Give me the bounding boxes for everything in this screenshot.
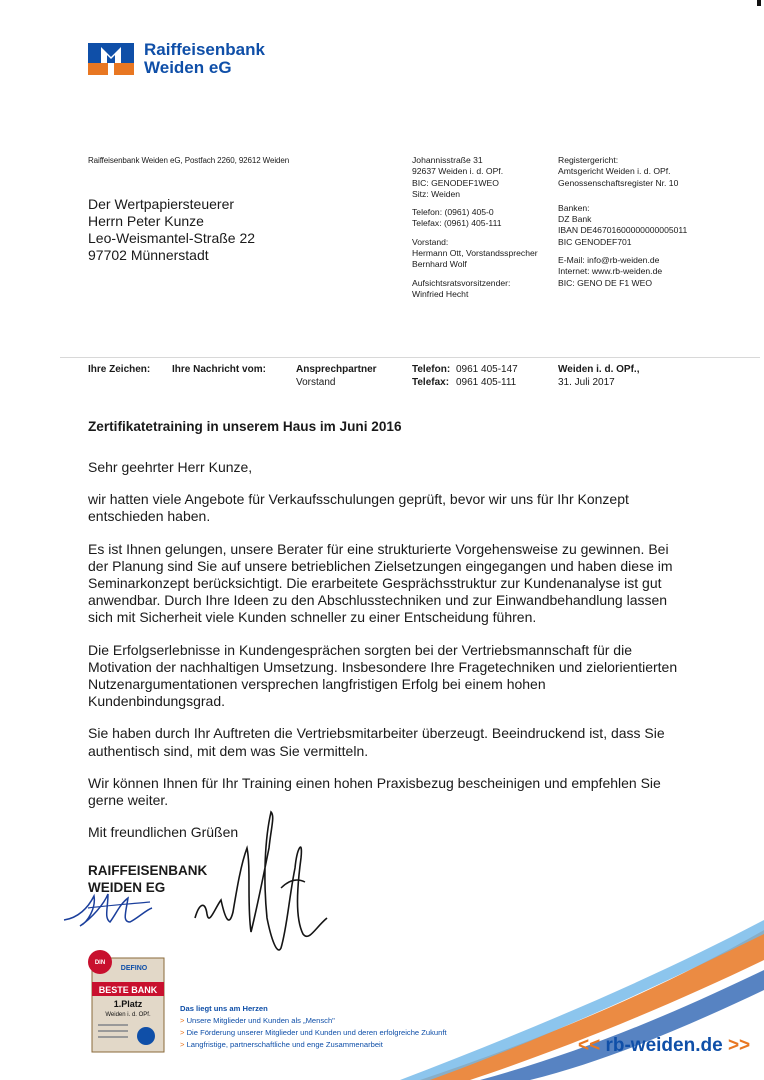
website-link[interactable] bbox=[578, 1035, 750, 1057]
signature-black-icon bbox=[185, 808, 340, 968]
recipient-address bbox=[88, 196, 255, 264]
raiffeisen-logo-icon bbox=[88, 43, 134, 75]
telefon-label: Telefon: bbox=[412, 364, 451, 375]
recipient-line: Herrn Peter Kunze bbox=[88, 213, 204, 229]
company-sign-line: RAIFFEISENBANK bbox=[88, 863, 208, 878]
info-line: IBAN DE46701600000000005011 bbox=[558, 225, 688, 236]
info-line: Banken: bbox=[558, 202, 590, 213]
letter-body bbox=[88, 459, 678, 856]
values-item: Langfristige, partnerschaftliche und enge Zusammenarbeit bbox=[186, 1040, 383, 1049]
info-line: Registergericht: bbox=[558, 155, 619, 165]
badge-title: BESTE BANK bbox=[98, 985, 158, 995]
letter-date-value: 31. Juli 2017 bbox=[558, 376, 615, 388]
ihre-zeichen-label: Ihre Zeichen: bbox=[88, 364, 151, 375]
info-line: Hermann Ott, Vorstandssprecher bbox=[412, 248, 538, 259]
bank-info-column-2 bbox=[558, 155, 738, 289]
letter-place: Weiden i. d. OPf., bbox=[558, 364, 640, 375]
ihre-nachricht-label: Ihre Nachricht vom: bbox=[172, 364, 266, 375]
telefax-label: Telefax: bbox=[412, 376, 450, 388]
info-line: Sitz: Weiden bbox=[412, 188, 461, 199]
sender-address-line: Raiffeisenbank Weiden eG, Postfach 2260, 92612 Weiden bbox=[88, 156, 290, 165]
ansprechpartner-value: Vorstand bbox=[296, 376, 336, 388]
website-text: rb-weiden.de bbox=[605, 1035, 723, 1056]
badge-brand: DEFINO bbox=[120, 965, 148, 972]
ansprechpartner bbox=[296, 364, 377, 389]
info-line: 92637 Weiden i. d. OPf. bbox=[412, 166, 504, 177]
chevron-right-icon: > bbox=[180, 1016, 185, 1025]
info-line: Internet: www.rb-weiden.de bbox=[558, 266, 663, 277]
recipient-line: Leo-Weismantel-Straße 22 bbox=[88, 230, 256, 246]
telefax-value: 0961 405-111 bbox=[456, 376, 517, 388]
chevrons-right-icon: >> bbox=[722, 1035, 751, 1056]
bank-name-line1: Raiffeisenbank bbox=[144, 40, 265, 59]
salutation: Sehr geehrter Herr Kunze, bbox=[88, 459, 253, 475]
signature-blue-icon bbox=[58, 878, 158, 932]
company-sign-line: WEIDEN EG bbox=[88, 880, 166, 895]
beste-bank-award-badge bbox=[88, 950, 166, 1054]
body-paragraph: Sie haben durch Ihr Auftreten die Vertriebsmitarbeiter überzeugt. Beeindruckend ist, dass Sie authentisch sind, mit dem was Sie vermitteln. bbox=[88, 725, 665, 759]
body-paragraph: Wir können Ihnen für Ihr Training einen hohen Praxisbezug bescheinigen und empfehlen Sie gerne weiter. bbox=[88, 774, 661, 809]
values-item: Die Förderung unserer Mitglieder und Kunden und deren erfolgreiche Zukunft bbox=[186, 1028, 447, 1037]
bank-info-column-1 bbox=[412, 155, 557, 300]
recipient-line: Der Wertpapiersteuerer bbox=[88, 196, 235, 212]
info-line: Johannisstraße 31 bbox=[412, 155, 483, 165]
info-line: BIC: GENODEF1WEO bbox=[412, 177, 499, 188]
body-paragraph: Die Erfolgserlebnisse in Kundengesprächen sorgten bei der Vertriebsmannschaft für die Motivation der nachhaltigen Umsetzung. Insbesondere Ihre Fragetechniken und zielorientierten Nutzenargumentationen versprechen langfristigen Erfolg bei einem hohen Kundenbindungsgrad. bbox=[88, 641, 678, 710]
info-line: E-Mail: info@rb-weiden.de bbox=[558, 255, 660, 266]
info-line: Amtsgericht Weiden i. d. OPf. bbox=[558, 166, 671, 177]
closing: Mit freundlichen Grüßen bbox=[88, 824, 239, 841]
fold-divider bbox=[60, 357, 760, 358]
values-heading: Das liegt uns am Herzen bbox=[180, 1004, 268, 1013]
badge-place: Weiden i. d. OPf. bbox=[105, 1012, 151, 1018]
info-line: Genossenschaftsregister Nr. 10 bbox=[558, 177, 679, 188]
ansprechpartner-label: Ansprechpartner bbox=[296, 364, 377, 375]
info-line: Telefon: (0961) 405-0 bbox=[412, 207, 494, 218]
info-line: Winfried Hecht bbox=[412, 288, 469, 299]
letter-date bbox=[558, 364, 640, 389]
info-line: BIC GENODEF701 bbox=[558, 236, 632, 247]
chevron-right-icon: > bbox=[180, 1040, 185, 1049]
info-line: Telefax: (0961) 405-111 bbox=[412, 218, 502, 229]
scan-artifact bbox=[757, 0, 761, 6]
info-line: Vorstand: bbox=[412, 236, 449, 247]
body-paragraph: Es ist Ihnen gelungen, unsere Berater für eine strukturierte Vorgehensweise zu gewinnen. Bei der Planung sind Sie auf unsere betrieblichen Zielsetzungen eingegangen und haben diese im Seminarkonzept berücksichtigt. Die erarbeitete Gesprächsstruktur zur Kundenanalyse ist gut anwendbar. Durch Ihre Ideen zu den Abschlusstechniken und zur Einwandbehandlung lassen sich mit Sicherheit viele Kunden schneller zu einer Entscheidung führen. bbox=[88, 540, 673, 626]
letter-subject: Zertifikatetraining in unserem Haus im Juni 2016 bbox=[88, 419, 402, 434]
badge-rank: 1.Platz bbox=[113, 999, 143, 1009]
info-line: BIC: GENO DE F1 WEO bbox=[558, 277, 653, 288]
chevrons-left-icon: << bbox=[578, 1035, 606, 1056]
body-paragraph: wir hatten viele Angebote für Verkaufsschulungen geprüft, bevor wir uns für Ihr Konzept entschieden haben. bbox=[88, 491, 629, 525]
chevron-right-icon: > bbox=[180, 1028, 185, 1037]
info-line: Bernhard Wolf bbox=[412, 259, 467, 270]
badge-din: DIN bbox=[94, 960, 106, 966]
info-line: DZ Bank bbox=[558, 214, 592, 225]
values-item: Unsere Mitglieder und Kunden als „Mensch" bbox=[186, 1016, 335, 1025]
bank-name bbox=[144, 41, 265, 77]
recipient-line: 97702 Münnerstadt bbox=[88, 247, 209, 263]
telefon-value: 0961 405-147 bbox=[456, 364, 518, 375]
contact-numbers bbox=[412, 364, 518, 389]
bank-name-line2: Weiden eG bbox=[144, 58, 232, 77]
info-line: Aufsichtsratsvorsitzender: bbox=[412, 277, 511, 288]
